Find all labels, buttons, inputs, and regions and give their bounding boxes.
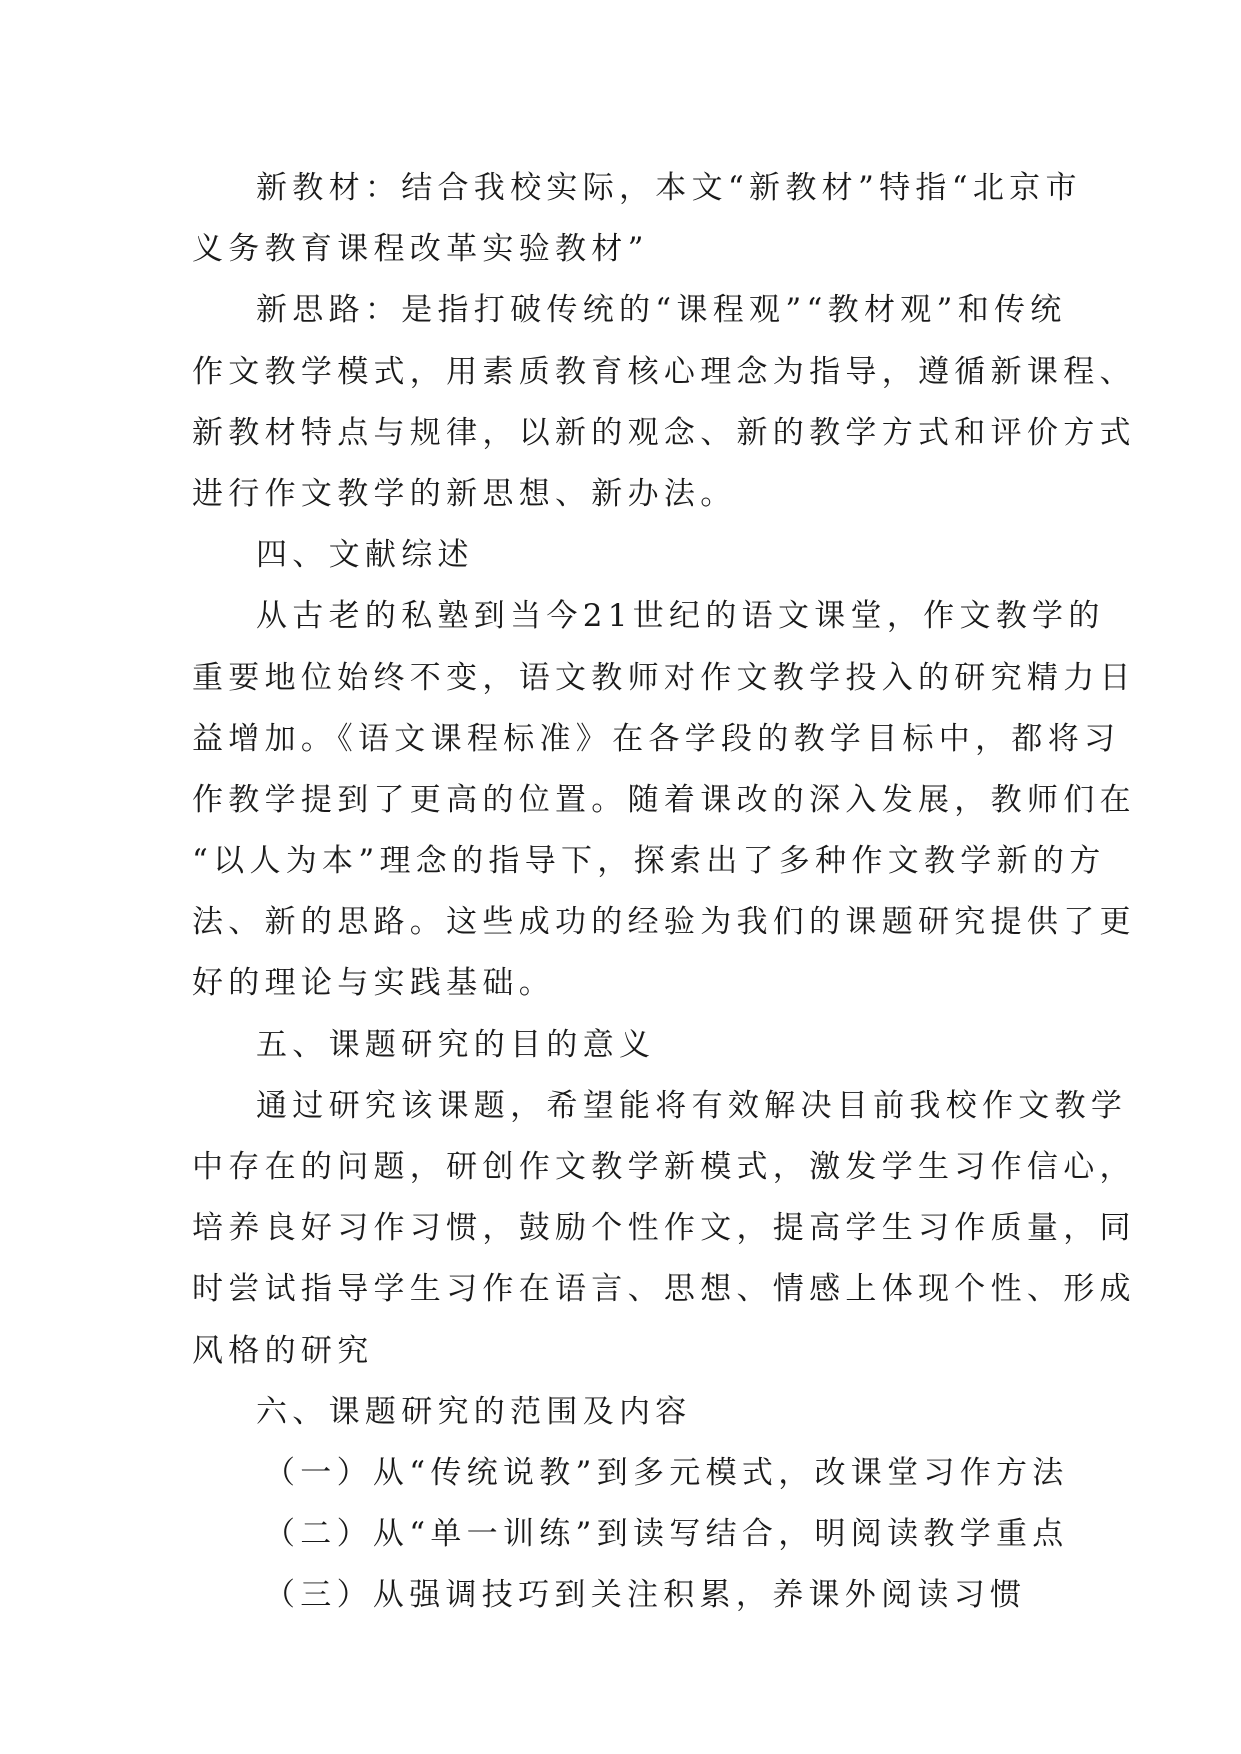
paragraph-line: 从古老的私塾到当今21世纪的语文课堂，作文教学的	[256, 598, 1105, 635]
paragraph-line: 义务教育课程改革实验教材”	[192, 231, 649, 268]
paragraph-line: 培养良好习作习惯，鼓励个性作文，提高学生习作质量，同	[192, 1210, 1136, 1247]
paragraph-line: 作文教学模式，用素质教育核心理念为指导，遵循新课程、	[192, 353, 1136, 390]
paragraph-line: 通过研究该课题，希望能将有效解决目前我校作文教学	[256, 1087, 1128, 1124]
paragraph-line: 进行作文教学的新思想、新办法。	[192, 475, 737, 512]
section-heading: 四、文献综述	[256, 537, 474, 574]
paragraph-line: 风格的研究	[192, 1332, 374, 1369]
paragraph-line: 中存在的问题，研创作文教学新模式，激发学生习作信心，	[192, 1149, 1136, 1185]
section-heading: 六、课题研究的范围及内容	[256, 1393, 692, 1430]
paragraph-line: 作教学提到了更高的位置。随着课改的深入发展，教师们在	[192, 781, 1136, 818]
section-heading: 五、课题研究的目的意义	[256, 1026, 656, 1063]
paragraph-line: 时尝试指导学生习作在语言、思想、情感上体现个性、形成	[192, 1271, 1136, 1308]
paragraph-line: 重要地位始终不变，语文教师对作文教学投入的研究精力日	[192, 659, 1136, 696]
paragraph-line: 新教材特点与规律，以新的观念、新的教学方式和评价方式	[192, 414, 1136, 451]
list-item: （一）从“传统说教”到多元模式，改课堂习作方法	[264, 1454, 1069, 1491]
paragraph-line: “以人为本”理念的指导下，探索出了多种作文教学新的方	[192, 843, 1106, 880]
paragraph-line: 益增加。《语文课程标准》在各学段的教学目标中，都将习	[192, 720, 1121, 757]
list-item: （三）从强调技巧到关注积累，养课外阅读习惯	[264, 1577, 1027, 1614]
list-item: （二）从“单一训练”到读写结合，明阅读教学重点	[264, 1516, 1069, 1553]
paragraph-line: 新思路：是指打破传统的“课程观”“教材观”和传统	[256, 292, 1067, 329]
document-page	[192, 158, 1136, 1627]
paragraph-line: 法、新的思路。这些成功的经验为我们的课题研究提供了更	[192, 904, 1136, 941]
paragraph-line: 新教材：结合我校实际，本文“新教材”特指“北京市	[256, 170, 1082, 206]
paragraph-line: 好的理论与实践基础。	[192, 965, 555, 1002]
